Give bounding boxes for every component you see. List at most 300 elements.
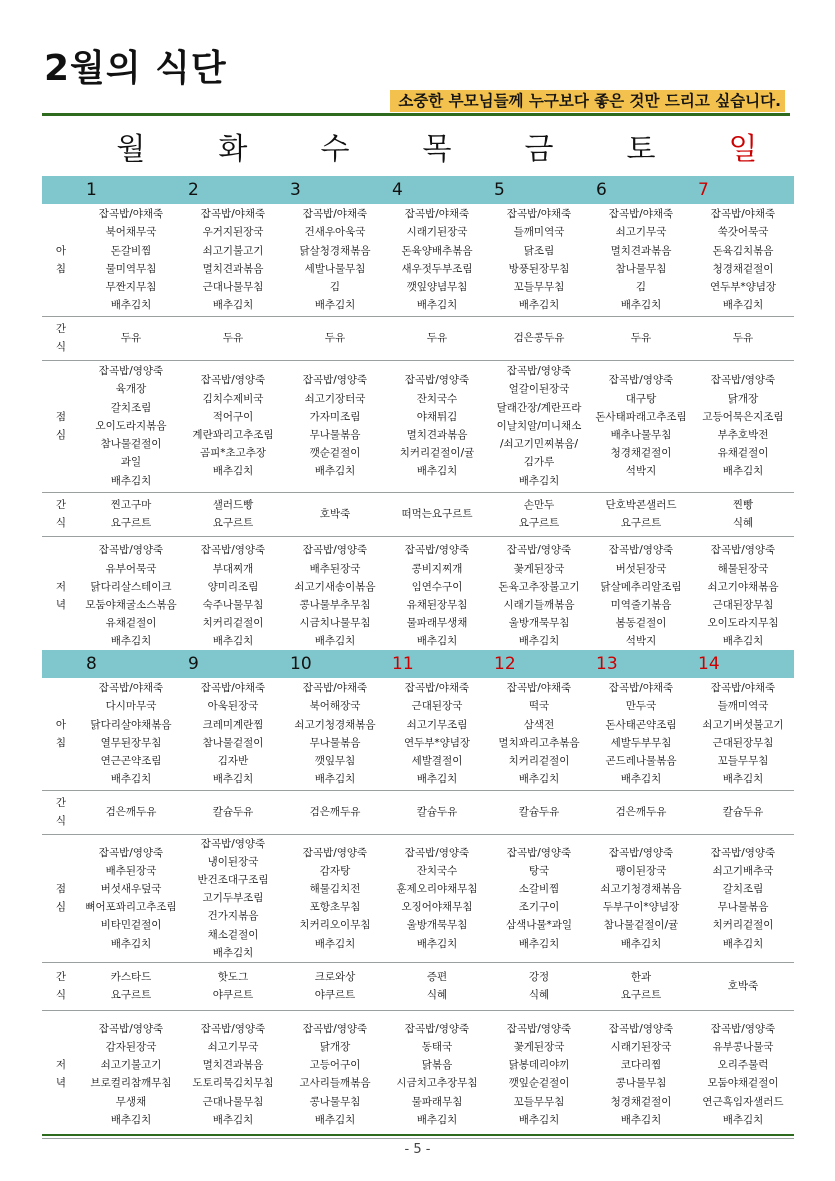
top-divider [42,113,790,116]
menu-cell [590,316,692,360]
menu-cell [590,678,692,790]
menu-cell [590,790,692,834]
menu-item: 배추김치 [518,937,560,950]
meal-row-snack-pm [42,492,794,536]
menu-item: 잡곡밥/영양죽 [200,374,266,387]
menu-cell [182,204,284,316]
meal-label-char: 간 [55,971,67,984]
menu-cell [182,316,284,360]
menu-item: 배추김치 [518,773,560,786]
menu-item: 세발나물무침 [304,262,366,275]
menu-item: 배추나물무침 [610,429,672,441]
menu-item: 청경채겉절이 [610,1095,672,1108]
menu-item: 대구탕 [625,392,657,405]
menu-item: 근대된장무침 [712,736,774,749]
menu-item: 적어구이 [212,410,254,423]
menu-item: 뼈어포꽈리고추조림 [85,901,177,914]
menu-item: 배추김치 [110,1113,152,1126]
menu-item: 배추김치 [314,299,356,312]
menu-item: 조기구이 [518,901,560,914]
subtitle-banner: 소중한 부모님들께 누구보다 좋은 것만 드리고 싶습니다. [390,90,785,112]
menu-item: 단호박콘샐러드 [605,498,677,511]
menu-item: 야채튀김 [416,410,458,423]
menu-item: 멸치견과볶음 [406,429,468,441]
menu-item: 근대나물무침 [202,280,264,293]
menu-item: 다시마무국 [105,700,157,713]
menu-item: 요구르트 [110,989,152,1002]
menu-item: 콩나물무침 [615,1077,667,1090]
menu-cell [80,790,182,834]
meal-row-lunch [42,360,794,492]
menu-item: 잡곡밥/야채죽 [98,208,164,221]
menu-item: 배추김치 [416,773,458,786]
menu-item: 무생채 [115,1095,147,1108]
menu-item: 두유 [732,331,754,344]
menu-item: 요구르트 [110,517,152,529]
menu-item: 오리주물럭 [717,1059,769,1072]
menu-item: 멸치꽈리고추볶음 [498,736,580,749]
menu-item: 고등어묵은지조림 [702,410,784,423]
menu-item: 연근흑임자샐러드 [702,1095,784,1108]
menu-item: 반건조대구조림 [197,873,269,886]
date-cell: 5 [488,176,590,204]
menu-item: 배추김치 [518,474,560,487]
menu-item: 검은깨두유 [309,805,361,818]
menu-item: 배추김치 [110,474,152,487]
menu-item: 배추김치 [110,937,152,950]
menu-item: 배추된장국 [309,562,361,575]
menu-cell [590,492,692,536]
menu-item: 청경채겉절이 [712,262,774,275]
menu-item: 건가지볶음 [207,910,259,923]
menu-item: 닭살메추리알조림 [600,580,682,593]
menu-cell [80,204,182,316]
menu-item: 잡곡밥/영양죽 [302,846,368,859]
menu-item: 두부구이*양념장 [602,901,680,914]
menu-item: 감자탕 [319,864,351,877]
menu-item: 곤드레나물볶음 [605,754,677,767]
menu-item: 잡곡밥/영양죽 [200,837,266,850]
meal-label-char: 간 [55,322,67,335]
menu-item: 잡곡밥/영양죽 [302,374,368,387]
menu-item: 잡곡밥/야채죽 [506,208,572,221]
menu-item: 북어채무국 [105,226,157,239]
menu-cell [488,536,590,656]
menu-item: 치커리겉절이 [508,754,570,767]
menu-item: 석박지 [625,465,657,478]
menu-item: 잡곡밥/영양죽 [404,1022,470,1035]
date-row [42,650,794,678]
menu-item: 닭볶음 [421,1059,453,1072]
date-cell: 4 [386,176,488,204]
menu-cell [692,316,794,360]
menu-item: 쇠고기불고기 [202,244,264,257]
menu-cell [182,492,284,536]
menu-item: 잡곡밥/영양죽 [404,544,470,557]
menu-item: 들깨미역국 [717,700,769,713]
meal-label-char: 아 [55,244,67,257]
menu-item: 과일 [120,456,142,469]
menu-item: 연두부*양념장 [403,736,471,749]
menu-cell [80,834,182,962]
menu-item: 무나물볶음 [309,736,361,749]
menu-cell [590,1010,692,1138]
menu-item: 치커리오이무침 [299,919,371,932]
menu-item: 잡곡밥/야채죽 [710,682,776,695]
menu-item: 잡곡밥/영양죽 [608,544,674,557]
weekday-thu: 목 [422,132,452,167]
meal-label [42,834,80,962]
menu-item: 해물김치전 [309,883,361,895]
menu-item: 참나물겉절이 [100,438,162,451]
menu-cell [488,492,590,536]
menu-item: 미역줄기볶음 [610,599,672,611]
menu-item: 부추호박전 [717,429,769,441]
menu-item: 잡곡밥/야채죽 [302,208,368,221]
menu-item: 강정 [528,971,550,984]
menu-item: 냉이된장국 [207,855,259,868]
menu-item: 계란꽈리고추조림 [192,429,274,441]
menu-item: 검은콩두유 [513,331,565,344]
weekday-sun: 일 [728,132,758,167]
menu-item: 김치수제비국 [202,392,264,405]
meal-row-snack-pm [42,962,794,1010]
menu-item: 고사리들깨볶음 [299,1077,371,1090]
menu-item: 도토리묵김치무침 [192,1077,274,1090]
menu-item: 팽이된장국 [615,864,667,877]
menu-item: 청경채겉절이 [610,447,672,460]
menu-item: 잡곡밥/영양죽 [404,846,470,859]
menu-item: 두유 [426,331,448,344]
menu-item: 식혜 [426,989,448,1002]
menu-item: 참나물겉절이/귤 [603,919,679,932]
meal-label-char: 점 [55,410,67,423]
menu-cell [488,316,590,360]
menu-item: 잡곡밥/야채죽 [98,682,164,695]
menu-item: 임연수구이 [411,580,463,593]
menu-item: 물파래무생채 [406,617,468,630]
menu-item: 요구르트 [518,517,560,529]
menu-item: 배추김치 [722,635,764,648]
menu-item: 북어해장국 [309,700,361,713]
menu-item: 시래기된장국 [610,1041,672,1054]
menu-item: 치커리겉절이 [712,919,774,932]
menu-cell [284,360,386,492]
menu-item: 잡곡밥/영양죽 [506,846,572,859]
menu-item: 시금치고추장무침 [396,1077,478,1090]
weekday-sat: 토 [626,132,656,167]
menu-cell [182,536,284,656]
menu-item: 검은깨두유 [615,805,667,818]
menu-item: 유채겉절이 [105,617,157,630]
meal-label [42,790,80,834]
meal-row-dinner [42,1010,794,1138]
menu-item: 쇠고기청경채볶음 [600,883,682,895]
meal-label-char: 식 [55,815,67,827]
menu-item: 감자된장국 [105,1041,157,1054]
menu-item: 근대나물무침 [202,1095,264,1108]
date-cell: 8 [80,650,182,678]
menu-cell [386,834,488,962]
menu-item: 멸치견과볶음 [202,1059,264,1072]
menu-item: 쇠고기무국 [615,226,667,239]
menu-cell [284,962,386,1010]
menu-item: 깻잎무침 [314,754,356,767]
menu-item: 호박죽 [319,507,351,520]
menu-cell [386,536,488,656]
menu-item: 콩나물무침 [309,1095,361,1108]
menu-item: 떠먹는요구르트 [401,507,473,520]
menu-cell [692,790,794,834]
menu-item: 쇠고기무조림 [406,718,468,731]
menu-cell [80,1010,182,1138]
menu-item: 잡곡밥/야채죽 [608,208,674,221]
menu-cell [182,678,284,790]
menu-cell [488,360,590,492]
menu-item: 배추김치 [518,635,560,648]
weekday-header [42,130,794,170]
menu-item: 세발결절이 [411,754,463,767]
menu-item: 물미역무침 [105,262,157,275]
menu-item: 쑥갓어묵국 [717,226,769,239]
menu-item: 닭봉데리야끼 [508,1059,570,1072]
menu-item: 숙주나물무침 [202,599,264,611]
menu-item: 모둠야채겉절이 [707,1077,779,1090]
menu-cell [80,492,182,536]
menu-item: 샐러드빵 [212,498,254,511]
meal-label-char: 녁 [55,599,67,611]
menu-item: 곰피*초고추장 [199,447,267,460]
menu-item: 한과 [630,971,652,984]
menu-cell [692,536,794,656]
menu-cell [386,1010,488,1138]
menu-item: 쇠고기장터국 [304,392,366,405]
menu-cell [692,204,794,316]
menu-item: 잡곡밥/영양죽 [98,846,164,859]
menu-item: 깻잎순겉절이 [508,1077,570,1090]
menu-item: 배추김치 [212,773,254,786]
menu-item: 두유 [630,331,652,344]
menu-item: 호박죽 [727,980,759,993]
menu-item: 아욱된장국 [207,700,259,713]
menu-item: 배추김치 [518,299,560,312]
date-cell: 2 [182,176,284,204]
weekday-wed: 수 [320,132,350,167]
menu-item: 근대된장무침 [712,599,774,611]
menu-cell [692,962,794,1010]
menu-item: 요구르트 [212,517,254,529]
menu-item: 배추김치 [518,1113,560,1126]
menu-cell [488,204,590,316]
meal-label-char: 점 [55,883,67,895]
menu-item: 브로컬리참깨무침 [90,1077,172,1090]
date-cell: 14 [692,650,794,678]
menu-cell [284,678,386,790]
menu-item: 고등어구이 [309,1059,361,1072]
menu-item: 연근곤약조림 [100,754,162,767]
menu-item: 잡곡밥/영양죽 [200,1022,266,1035]
menu-item: 배추김치 [416,635,458,648]
menu-item: 코다리찜 [620,1059,662,1072]
menu-cell [386,360,488,492]
menu-item: 잡곡밥/야채죽 [200,682,266,695]
menu-item: 삼색나물*과일 [505,919,573,932]
menu-item: 잡곡밥/야채죽 [200,208,266,221]
meal-label-char: 심 [55,901,67,914]
menu-cell [284,834,386,962]
menu-item: 깻잎양념무침 [406,280,468,293]
menu-item: 유부어묵국 [105,562,157,575]
menu-item: 이날치알/미니채소 [496,419,582,432]
menu-cell [692,834,794,962]
menu-cell [386,790,488,834]
menu-item: 깻순겉절이 [309,447,361,460]
menu-item: 치커리겉절이/귤 [399,447,475,460]
menu-cell [182,790,284,834]
menu-cell [590,204,692,316]
menu-item: 쇠고기야채볶음 [707,580,779,593]
menu-item: 오이도라지볶음 [95,419,167,432]
meal-row-breakfast [42,204,794,316]
menu-item: 잡곡밥/영양죽 [710,544,776,557]
date-cell: 12 [488,650,590,678]
menu-cell [386,316,488,360]
menu-item: 탕국 [528,864,550,877]
menu-item: 잡곡밥/영양죽 [404,374,470,387]
meal-row-snack-am [42,790,794,834]
date-cell: 6 [590,176,692,204]
menu-item: 배추김치 [722,1113,764,1126]
menu-cell [692,1010,794,1138]
menu-item: 배추김치 [416,1113,458,1126]
menu-item: 배추김치 [416,937,458,950]
menu-item: 배추김치 [212,946,254,959]
menu-item: 무짠지무침 [105,280,157,293]
menu-item: 배추김치 [620,937,662,950]
bottom-divider [42,1134,794,1136]
menu-item: 증편 [426,971,448,984]
meal-label [42,316,80,360]
meal-label-char: 침 [55,736,67,749]
menu-item: 오이도라지무침 [707,617,779,630]
menu-item: 꼬들무무침 [513,1095,565,1108]
menu-item: 칼슘두유 [416,805,458,818]
menu-item: 꽃게된장국 [513,1041,565,1054]
menu-cell [386,962,488,1010]
menu-cell [284,316,386,360]
date-cell: 7 [692,176,794,204]
menu-item: 잡곡밥/야채죽 [608,682,674,695]
menu-cell [488,962,590,1010]
menu-cell [182,962,284,1010]
menu-item: 돈갈비찜 [110,244,152,257]
menu-item: 잡곡밥/영양죽 [98,544,164,557]
menu-item: 잡곡밥/영양죽 [302,1022,368,1035]
menu-item: 육개장 [115,383,147,396]
menu-item: 핫도그 [217,971,249,984]
meal-row-lunch [42,834,794,962]
menu-item: 부대찌개 [212,562,254,575]
menu-item: 물파래무침 [411,1095,463,1108]
menu-item: 버섯새우덮국 [100,883,162,895]
menu-cell [386,678,488,790]
page-number: - 5 - [404,1142,431,1157]
weekday-tue: 화 [218,132,248,167]
menu-item: 닭조림 [523,244,555,257]
menu-item: 잡곡밥/영양죽 [710,374,776,387]
menu-cell [488,790,590,834]
menu-item: /쇠고기민찌볶음/ [499,438,579,451]
meal-label-char: 저 [55,580,67,593]
menu-item: 배추김치 [212,635,254,648]
menu-item: 배추김치 [110,635,152,648]
menu-item: 배추김치 [314,465,356,478]
menu-item: 배추김치 [416,299,458,312]
menu-item: 참나물겉절이 [202,736,264,749]
menu-item: 유채겉절이 [717,447,769,460]
menu-table-week-1 [42,176,794,657]
menu-item: 잡곡밥/영양죽 [710,846,776,859]
menu-item: 잡곡밥/영양죽 [608,1022,674,1035]
menu-item: 얼갈이된장국 [508,383,570,396]
menu-item: 방풍된장무침 [508,262,570,275]
meal-label-char: 식 [55,517,67,529]
date-cell: 1 [80,176,182,204]
menu-cell [386,492,488,536]
menu-item: 배추김치 [212,1113,254,1126]
menu-item: 배추김치 [416,465,458,478]
meal-label [42,204,80,316]
menu-item: 봄동겉절이 [615,617,667,630]
menu-cell [284,1010,386,1138]
menu-item: 건새우아욱국 [304,226,366,239]
menu-item: 두유 [324,331,346,344]
menu-item: 참나물무침 [615,262,667,275]
menu-item: 김가루 [523,456,555,469]
date-cell: 3 [284,176,386,204]
menu-item: 칼슘두유 [518,805,560,818]
menu-item: 울방개묵무침 [508,617,570,630]
menu-item: 쇠고기불고기 [100,1059,162,1072]
menu-item: 치커리겉절이 [202,617,264,630]
menu-cell [284,492,386,536]
menu-item: 배추김치 [314,773,356,786]
menu-item: 콩나물부추무침 [299,599,371,611]
menu-cell [488,678,590,790]
menu-item: 소갈비찜 [518,883,560,895]
menu-item: 배추김치 [314,635,356,648]
menu-item: 요구르트 [620,517,662,529]
menu-item: 배추김치 [722,773,764,786]
menu-item: 삼색전 [523,718,555,731]
weekday-mon: 월 [116,132,146,167]
menu-cell [284,204,386,316]
menu-item: 연두부*양념장 [709,280,777,293]
menu-cell [80,360,182,492]
menu-item: 잡곡밥/영양죽 [710,1022,776,1035]
menu-item: 멸치견과볶음 [610,244,672,257]
menu-item: 잡곡밥/영양죽 [608,846,674,859]
date-cell: 13 [590,650,692,678]
menu-item: 김자반 [217,754,249,767]
menu-item: 쇠고기버섯불고기 [702,718,784,731]
menu-item: 돈사태곤약조림 [605,718,677,731]
menu-item: 떡국 [528,700,550,713]
menu-item: 배추김치 [110,299,152,312]
menu-item: 배추김치 [620,299,662,312]
menu-item: 야쿠르트 [212,989,254,1002]
menu-item: 닭다리살야채볶음 [90,718,172,731]
